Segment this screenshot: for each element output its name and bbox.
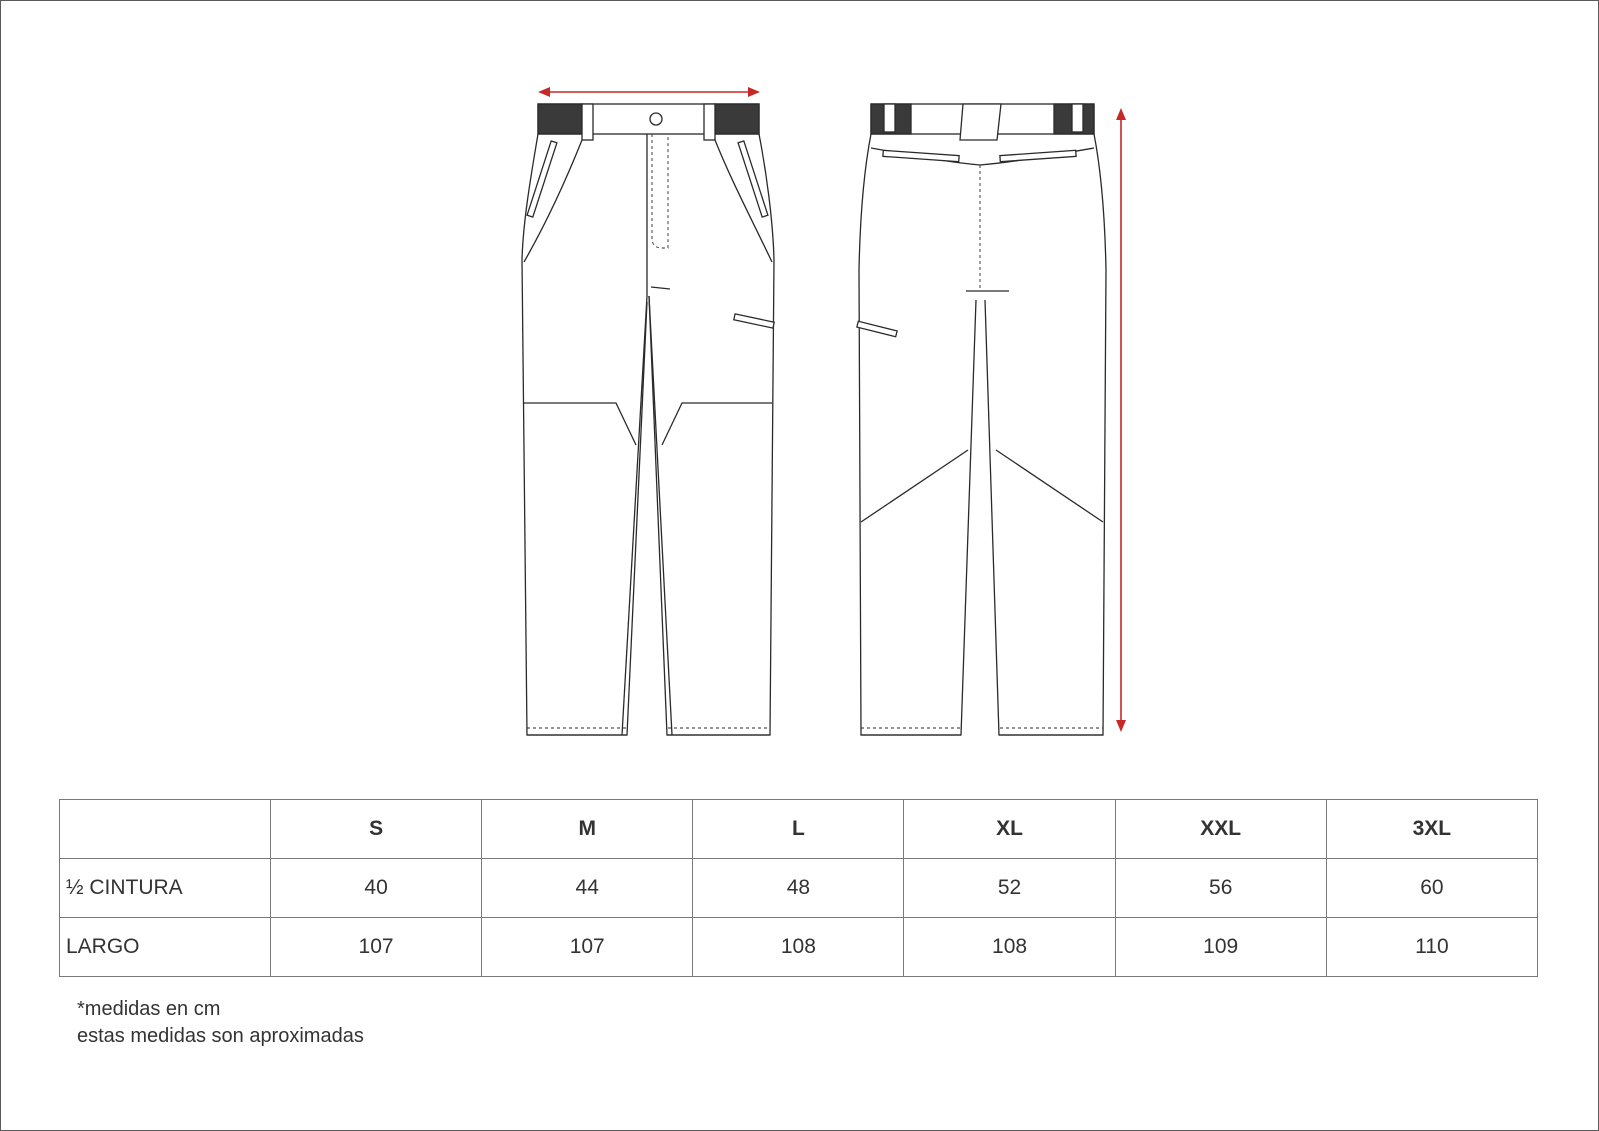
header-size-xl: XL: [904, 800, 1115, 859]
table-cell: 48: [693, 859, 904, 918]
note-units: *medidas en cm: [77, 998, 221, 1020]
table-cell: 56: [1115, 859, 1326, 918]
table-cell: 52: [904, 859, 1115, 918]
elastic-band-left: [538, 104, 582, 134]
table-row-cintura: [60, 859, 1538, 918]
pants-back-view: [857, 104, 1106, 735]
size-header-row: [60, 800, 1538, 859]
table-cell: 107: [271, 918, 482, 977]
elastic-band-right: [715, 104, 759, 134]
size-chart-table: [59, 799, 1538, 977]
header-empty-cell: [60, 800, 271, 859]
header-size-s: S: [271, 800, 482, 859]
waist-measure-arrow: [538, 87, 760, 97]
row-label: LARGO: [60, 918, 271, 977]
table-cell: 110: [1326, 918, 1537, 977]
length-measure-arrow: [1116, 108, 1126, 732]
header-size-3xl: 3XL: [1326, 800, 1537, 859]
header-size-l: L: [693, 800, 904, 859]
table-cell: 108: [904, 918, 1115, 977]
table-cell: 109: [1115, 918, 1326, 977]
table-cell: 107: [482, 918, 693, 977]
header-size-m: M: [482, 800, 693, 859]
note-approximate: estas medidas son aproximadas: [77, 1025, 364, 1047]
header-size-xxl: XXL: [1115, 800, 1326, 859]
measurement-notes: [77, 996, 364, 1050]
table-row-largo: [60, 918, 1538, 977]
table-cell: 40: [271, 859, 482, 918]
table-cell: 108: [693, 918, 904, 977]
pants-front-view: [522, 104, 774, 735]
table-cell: 44: [482, 859, 693, 918]
row-label: ½ CINTURA: [60, 859, 271, 918]
table-cell: 60: [1326, 859, 1537, 918]
